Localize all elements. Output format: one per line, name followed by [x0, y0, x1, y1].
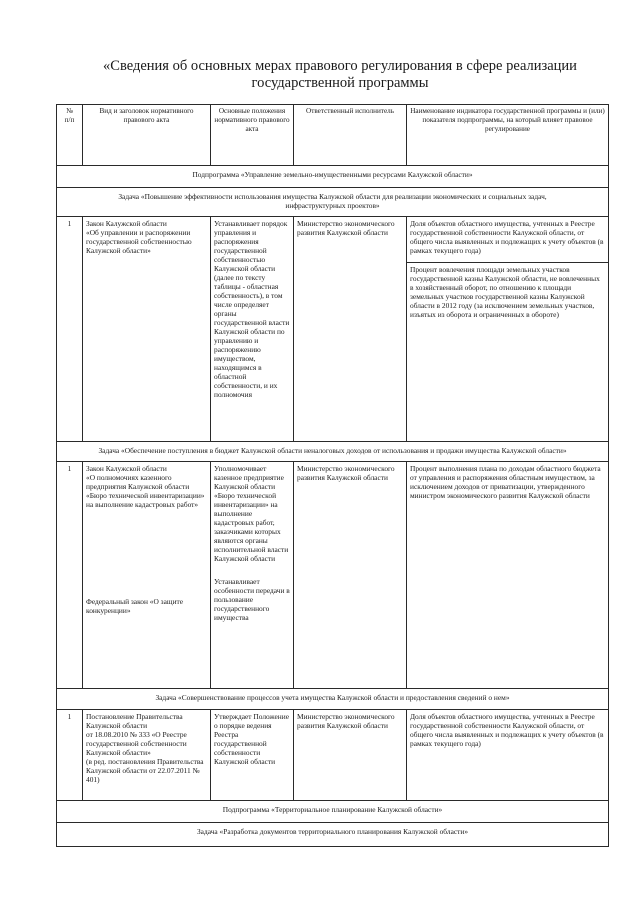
task-row	[57, 823, 609, 847]
header-provisions: Основные положения нормативного правового акта	[211, 105, 294, 166]
row-3-act: Постановление Правительства Калужской области от 18.08.2010 № 333 «О Реестре государственной собственности Калужской области» (в ред. постановления Правительства Калужской области от 22.07.2011 № 401)	[83, 710, 211, 801]
regulation-table	[56, 104, 609, 847]
task-4-title: Задача «Разработка документов территориального планирования Калужской области»	[57, 823, 609, 847]
document-title	[90, 58, 590, 92]
table-row	[57, 462, 609, 689]
document-title-line-2: государственной программы	[251, 75, 429, 91]
row-3-executor: Министерство экономического развития Калужской области	[294, 710, 407, 801]
row-2-act-b: Федеральный закон «О защите конкуренции»	[86, 597, 184, 615]
task-row	[57, 442, 609, 462]
row-1-number: 1	[57, 217, 83, 442]
row-2-act-a: Закон Калужской области «О полномочиях казенного предприятия Калужской области «Бюро технической инвентаризации» на выполнение кадастровых работ»	[86, 464, 205, 509]
task-3-title: Задача «Совершенствование процессов учета имущества Калужской области и предоставления сведений о нем»	[57, 689, 609, 710]
row-1-indicator-b: Процент вовлечения площади земельных участков государственной казны Калужской области, не вовлеченных в хозяйственный оборот, по отношению к площади земельных участков государственной казны Калужской области в 2012 году (за исключением земельных участков, изъятых из оборота и ограниченных в обороте)	[407, 262, 609, 441]
header-indicator: Наименование индикатора государственной программы и (или) показателя подпрограммы, на который влияет правовое регулирование	[407, 105, 609, 166]
header-executor: Ответственный исполнитель	[294, 105, 407, 166]
table-header-row	[57, 105, 609, 166]
row-1-indicator-a: Доля объектов областного имущества, учтенных в Реестре государственной собственности Калужской области, от общего числа выявленных и подлежащих к учету объектов (в рамках текущего года)	[407, 217, 609, 263]
task-row	[57, 689, 609, 710]
row-1-act: Закон Калужской области «Об управлении и распоряжении государственной собственностью Калужской области»	[83, 217, 211, 442]
row-1-executor: Министерство экономического развития Калужской области	[294, 217, 407, 442]
table-row	[57, 710, 609, 801]
row-2-provisions-a: Уполномочивает казенное предприятие Калужской области «Бюро технической инвентаризации» на выполнение кадастровых работ, заказчиками которых являются органы исполнительной власти Калужской области	[214, 464, 289, 563]
row-2-indicator: Процент выполнения плана по доходам областного бюджета от управления и распоряжения областным имуществом, за исключением доходов от приватизации, утвержденного министром экономического развития Калужской области	[407, 462, 609, 689]
header-no: № п/п	[57, 105, 83, 166]
row-2-number: 1	[57, 462, 83, 689]
row-3-indicator: Доля объектов областного имущества, учтенных в Реестре государственной собственности Калужской области, от общего числа выявленных и подлежащих к учету объектов (в рамках текущего года)	[407, 710, 609, 801]
row-1-provisions: Устанавливает порядок управления и распоряжения государственной собственностью Калужской области (далее по тексту таблицы - областная собственность), в том числе определяет органы государственной власти Калужской области по управлению и распоряжению имуществом, находящимся в областной собственности, и их полномочия	[211, 217, 294, 442]
row-3-number: 1	[57, 710, 83, 801]
row-3-provisions: Утверждает Положение о порядке ведения Реестра государственной собственности Калужской области	[211, 710, 294, 801]
task-row	[57, 188, 609, 217]
row-2-executor: Министерство экономического развития Калужской области	[294, 462, 407, 689]
subprogram-1-title: Подпрограмма «Управление земельно-имущественными ресурсами Калужской области»	[57, 166, 609, 188]
subprogram-row	[57, 166, 609, 188]
document-title-line-1: «Сведения об основных мерах правового регулирования в сфере реализации	[103, 58, 577, 74]
table-row	[57, 217, 609, 263]
subprogram-row	[57, 801, 609, 823]
task-1-title: Задача «Повышение эффективности использования имущества Калужской области для реализации экономических и социальных задач, инфраструктурных проектов»	[57, 188, 609, 217]
row-2-provisions	[211, 462, 294, 689]
task-2-title: Задача «Обеспечение поступления в бюджет Калужской области неналоговых доходов от использования и продажи имущества Калужской области»	[57, 442, 609, 462]
header-act: Вид и заголовок нормативного правового акта	[83, 105, 211, 166]
row-2-provisions-b: Устанавливает особенности передачи в пользование государственного имущества	[214, 577, 290, 622]
subprogram-2-title: Подпрограмма «Территориальное планирование Калужской области»	[57, 801, 609, 823]
row-2-act	[83, 462, 211, 689]
